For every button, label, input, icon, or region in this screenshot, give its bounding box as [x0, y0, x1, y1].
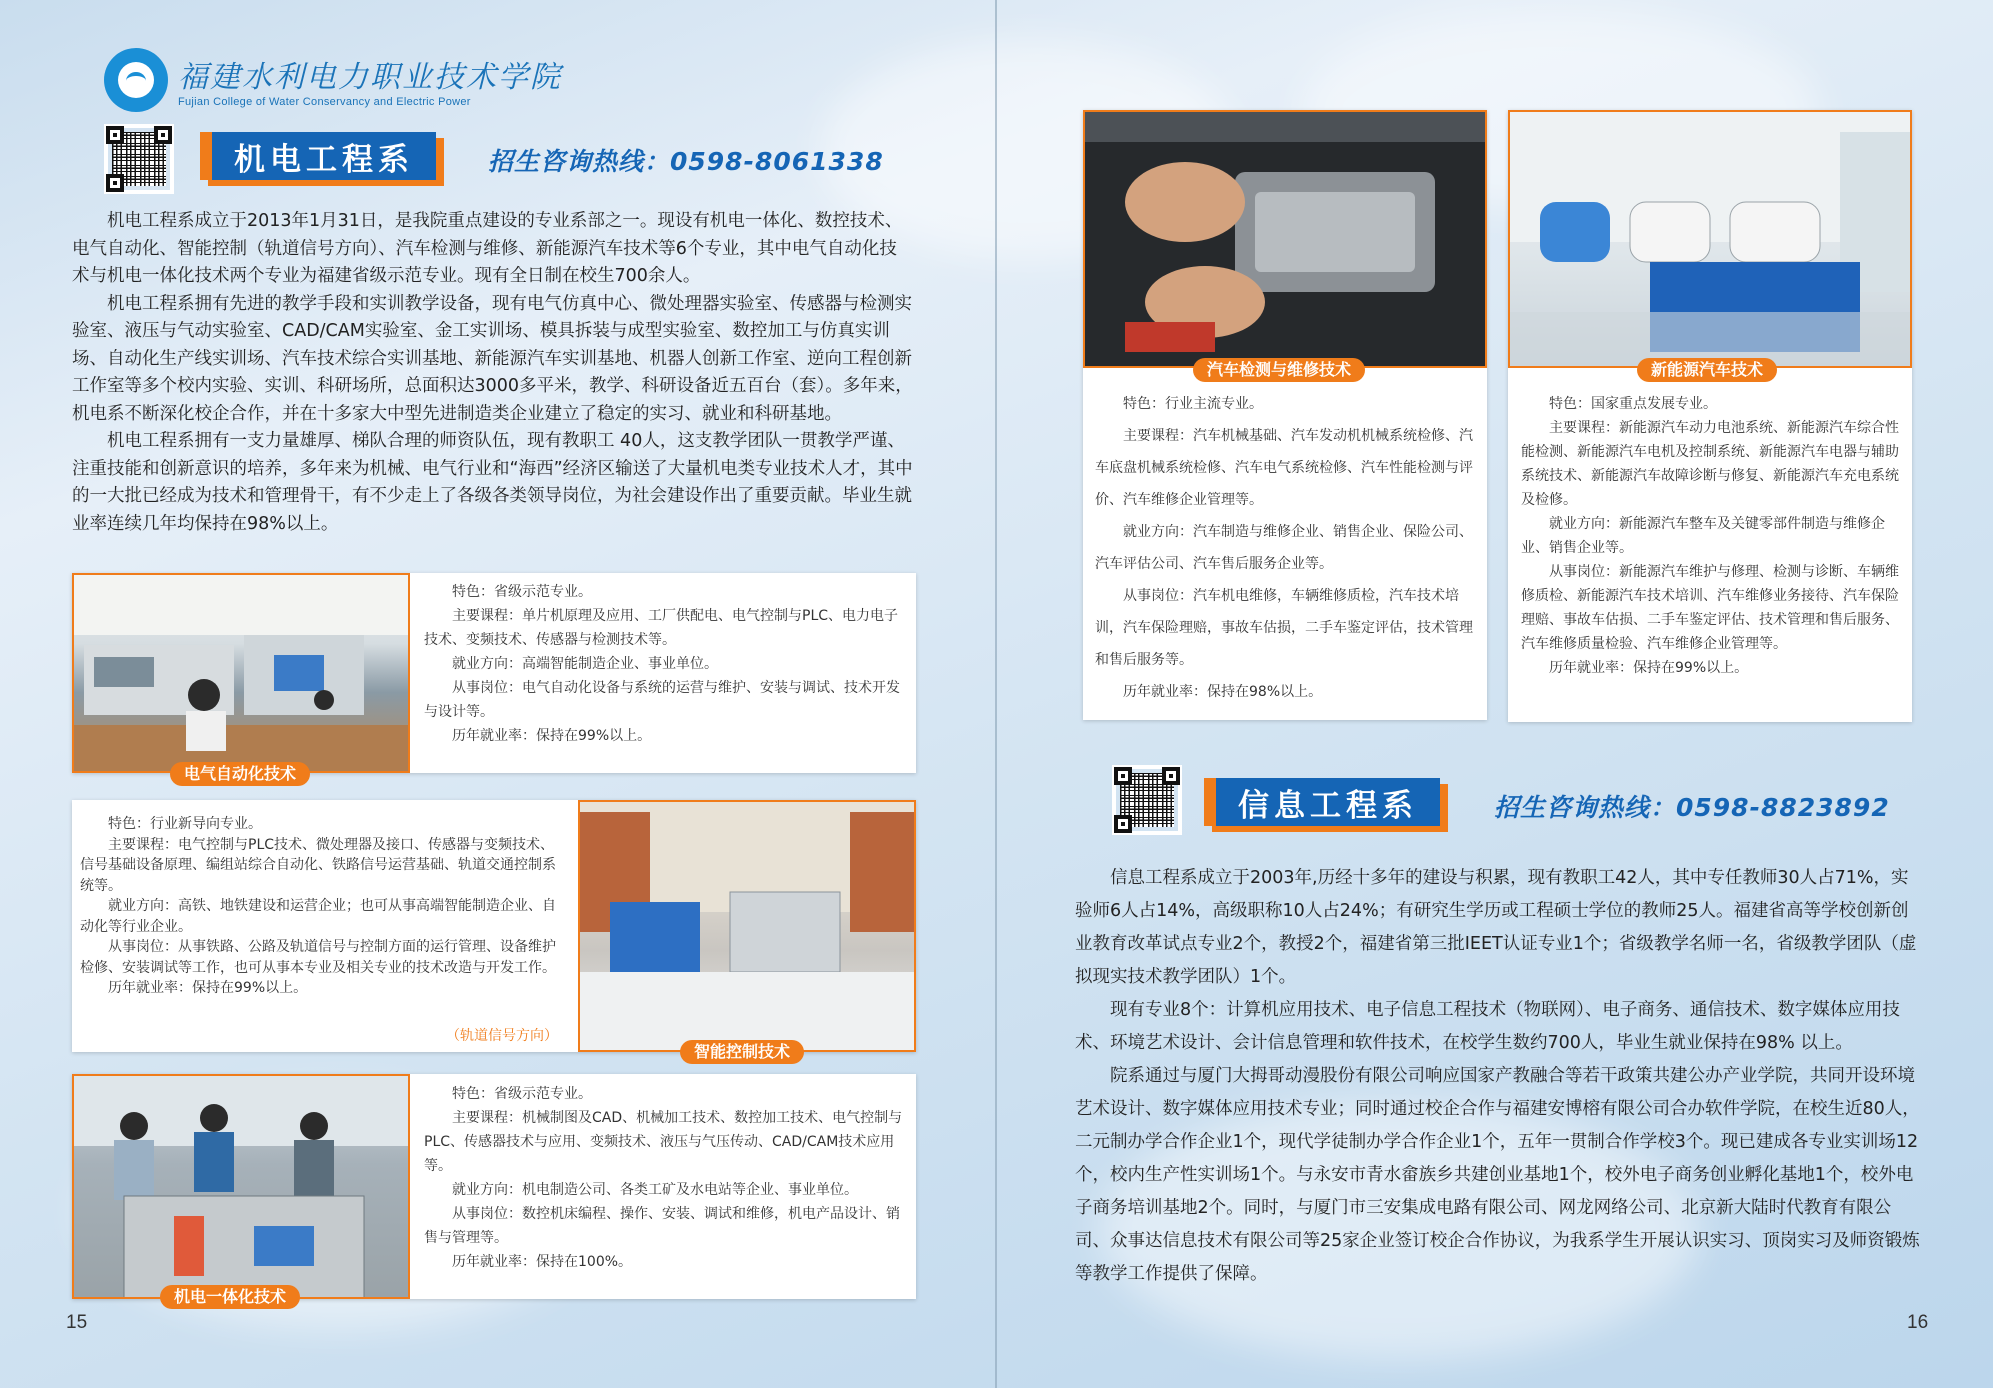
- intro-paragraph: 信息工程系成立于2003年,历经十多年的建设与积累，现有教职工42人，其中专任教师30人占71%，实验师6人占14%，高级职称10人占24%；有研究生学历或工程硕士学位的教师25人。福建省高等学校创新创业教育改革试点专业2个，教授2个，福建省第三批IEET认证专业1个；省级教学名师一名，省级教学团队（虚拟现实技术教学团队）1个。: [1075, 868, 1917, 987]
- major-detail-line: 就业方向：机电制造公司、各类工矿及水电站等企业、事业单位。: [452, 1182, 858, 1198]
- major-direction-tag: （轨道信号方向）: [446, 1028, 558, 1044]
- major-detail-line: 特色：省级示范专业。: [452, 584, 592, 600]
- page-number: 15: [66, 1312, 88, 1333]
- dept-intro: [72, 208, 914, 538]
- major-detail-line: 主要课程：单片机原理及应用、工厂供配电、电气控制与PLC、电力电子技术、变频技术、传感器与检测技术等。: [424, 608, 899, 648]
- major-details: [1095, 388, 1477, 708]
- major-detail-line: 就业方向：新能源汽车整车及关键零部件制造与维修企业、销售企业等。: [1521, 516, 1885, 556]
- lab-photo: [72, 573, 410, 773]
- showroom-illustration: [1510, 112, 1912, 368]
- admission-hotline: 招生咨询热线：0598-8823892: [1494, 793, 1890, 822]
- major-details: [80, 814, 566, 999]
- major-detail-line: 历年就业率：保持在98%以上。: [1123, 684, 1323, 700]
- major-detail-line: 特色：行业主流专业。: [1123, 396, 1263, 412]
- major-detail-line: 特色：行业新导向专业。: [108, 816, 262, 832]
- major-detail-line: 主要课程：电气控制与PLC技术、微处理器及接口、传感器与变频技术、信号基础设备原理、编组站综合自动化、铁路信号运营基础、轨道交通控制系统等。: [80, 836, 556, 894]
- college-emblem-icon: [104, 48, 168, 112]
- college-logo: [104, 48, 562, 112]
- major-detail-line: 从事岗位：数控机床编程、操作、安装、调试和维修，机电产品设计、销售与管理等。: [424, 1206, 900, 1246]
- intro-paragraph: 院系通过与厦门大拇哥动漫股份有限公司响应国家产教融合等若干政策共建公办产业学院，共同开设环境艺术设计、数字媒体应用技术专业；同时通过校企合作与福建安博榕有限公司合办软件学院，在校生近80人，二元制办学合作企业1个，现代学徒制办学合作企业1个，五年一贯制合作学校3个。现已建成各专业实训场12个，校内生产性实训场1个。与永安市青水畲族乡共建创业基地1个，校外电子商务创业孵化基地1个，校外电子商务培训基地2个。同时，与厦门市三安集成电路有限公司、网龙网络公司、北京新大陆时代教育有限公司、众事达信息技术有限公司等25家企业签订校企合作协议，为我系学生开展认识实习、顶岗实习及师资锻炼等教学工作提供了保障。: [1075, 1066, 1920, 1284]
- major-label: 电气自动化技术: [170, 762, 310, 786]
- college-name-en: Fujian College of Water Conservancy and Electric Power: [178, 96, 471, 108]
- intro-paragraph: 机电工程系成立于2013年1月31日，是我院重点建设的专业系部之一。现设有机电一体化、数控技术、电气自动化、智能控制（轨道信号方向）、汽车检测与维修、新能源汽车技术等6个专业，其中电气自动化技术与机电一体化技术两个专业为福建省级示范专业。现有全日制在校生700余人。: [72, 211, 903, 286]
- major-detail-line: 就业方向：高铁、地铁建设和运营企业；也可从事高端智能制造企业、自动化等行业企业。: [80, 898, 556, 935]
- major-detail-line: 从事岗位：从事铁路、公路及轨道信号与控制方面的运行管理、设备维护检修、安装调试等工作，也可从事本专业及相关专业的技术改造与开发工作。: [80, 939, 556, 976]
- major-detail-line: 历年就业率：保持在99%以上。: [452, 728, 652, 744]
- intro-paragraph: 现有专业8个：计算机应用技术、电子信息工程技术（物联网）、电子商务、通信技术、数字媒体应用技术、环境艺术设计、会计信息管理和软件技术，在校学生数约700人，毕业生就业保持在98% 以上。: [1075, 1000, 1900, 1053]
- intro-paragraph: 机电工程系拥有先进的教学手段和实训教学设备，现有电气仿真中心、微处理器实验室、传感器与检测实验室、液压与气动实验室、CAD/CAM实验室、金工实训场、模具拆装与成型实验室、数控加工与仿真实训场、自动化生产线实训场、汽车技术综合实训基地、新能源汽车实训基地、机器人创新工作室、逆向工程创新工作室等多个校内实验、实训、科研场所，总面积达3000多平米，教学、科研设备近五百台（套）。多年来，机电系不断深化校企合作，并在十多家大中型先进制造类企业建立了稳定的实习、就业和科研基地。: [72, 293, 913, 424]
- qr-code-icon: [104, 124, 174, 194]
- major-details: [424, 580, 908, 748]
- major-details: [1521, 392, 1903, 680]
- major-details: [424, 1082, 908, 1274]
- qr-code-icon: [1112, 765, 1182, 835]
- left-page: [0, 0, 996, 1388]
- dept-title: 信息工程系: [1204, 778, 1440, 826]
- page-number: 16: [1907, 1312, 1929, 1333]
- computer-lab-illustration: [74, 575, 410, 773]
- major-detail-line: 主要课程：新能源汽车动力电池系统、新能源汽车综合性能检测、新能源汽车电机及控制系统、新能源汽车电器与辅助系统技术、新能源汽车故障诊断与修复、新能源汽车充电系统及检修。: [1521, 420, 1899, 508]
- auto-repair-photo: [1083, 110, 1487, 368]
- major-detail-line: 就业方向：高端智能制造企业、事业单位。: [452, 656, 718, 672]
- mechatronics-lab-illustration: [74, 1076, 410, 1299]
- intro-paragraph: 机电工程系拥有一支力量雄厚、梯队合理的师资队伍，现有教职工 40人，这支教学团队一贯教学严谨、注重技能和创新意识的培养，多年来为机械、电气行业和“海西”经济区输送了大量机电类专业技术人才，其中的一大批已经成为技术和管理骨干，有不少走上了各级各类领导岗位，为社会建设作出了重要贡献。毕业生就业率连续几年均保持在98%以上。: [72, 431, 913, 534]
- major-label: 新能源汽车技术: [1637, 358, 1777, 382]
- major-detail-line: 从事岗位：电气自动化设备与系统的运营与维护、安装与调试、技术开发与设计等。: [424, 680, 900, 720]
- major-detail-line: 从事岗位：汽车机电维修，车辆维修质检，汽车技术培训，汽车保险理赔，事故车估损，二手车鉴定评估，技术管理和售后服务等。: [1095, 588, 1473, 668]
- control-lab-illustration: [580, 802, 916, 1052]
- major-label: 机电一体化技术: [160, 1285, 300, 1309]
- major-detail-line: 历年就业率：保持在99%以上。: [1549, 660, 1749, 676]
- major-detail-line: 历年就业率：保持在100%。: [452, 1254, 633, 1270]
- right-page: [997, 0, 1993, 1388]
- major-detail-line: 主要课程：汽车机械基础、汽车发动机机械系统检修、汽车底盘机械系统检修、汽车电气系统检修、汽车性能检测与评价、汽车维修企业管理等。: [1095, 428, 1473, 508]
- major-detail-line: 主要课程：机械制图及CAD、机械加工技术、数控加工技术、电气控制与PLC、传感器技术与应用、变频技术、液压与气压传动、CAD/CAM技术应用等。: [424, 1110, 903, 1174]
- major-detail-line: 特色：省级示范专业。: [452, 1086, 592, 1102]
- dept-intro: [1075, 862, 1921, 1291]
- major-detail-line: 就业方向：汽车制造与维修企业、销售企业、保险公司、汽车评估公司、汽车售后服务企业等。: [1095, 524, 1473, 572]
- major-label: 汽车检测与维修技术: [1193, 358, 1365, 382]
- college-name-cn: 福建水利电力职业技术学院: [178, 60, 562, 95]
- engine-bay-illustration: [1085, 112, 1487, 368]
- lab-photo: [578, 800, 916, 1052]
- new-energy-photo: [1508, 110, 1912, 368]
- lab-photo: [72, 1074, 410, 1299]
- admission-hotline: 招生咨询热线：0598-8061338: [488, 147, 884, 176]
- major-detail-line: 从事岗位：新能源汽车维护与修理、检测与诊断、车辆维修质检、新能源汽车技术培训、汽车维修业务接待、汽车保险理赔、事故车估损、二手车鉴定评估、技术管理和售后服务、汽车维修质量检验、汽车维修企业管理等。: [1521, 564, 1899, 652]
- major-label: 智能控制技术: [680, 1040, 804, 1064]
- major-detail-line: 特色：国家重点发展专业。: [1549, 396, 1717, 412]
- dept-title: 机电工程系: [200, 132, 436, 180]
- major-detail-line: 历年就业率：保持在99%以上。: [108, 980, 308, 996]
